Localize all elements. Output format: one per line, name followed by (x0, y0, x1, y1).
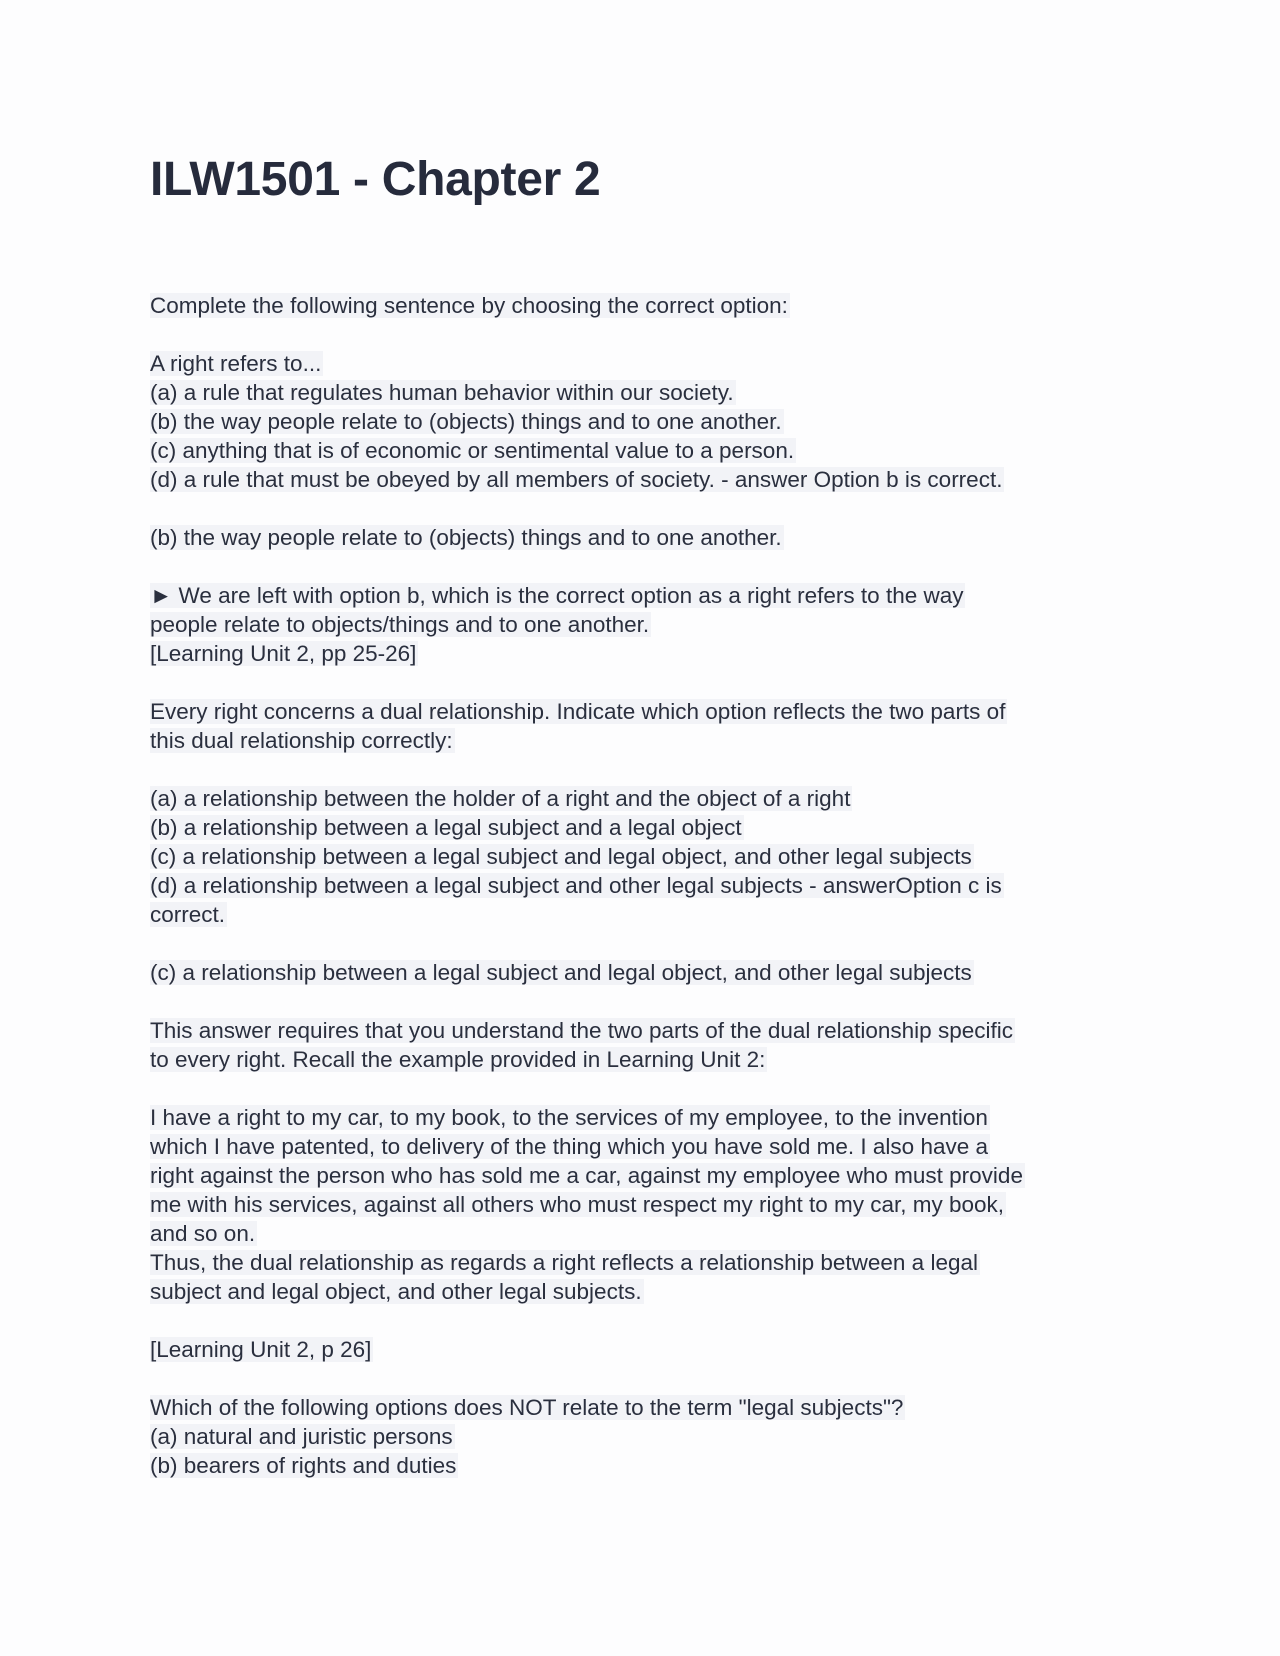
text-line (150, 1103, 1130, 1132)
text-line-content: (b) a relationship between a legal subject and a legal object (150, 815, 742, 840)
text-line (150, 523, 1130, 552)
text-line-content: (c) a relationship between a legal subject and legal object, and other legal subjects (150, 960, 972, 985)
text-line (150, 1190, 1130, 1219)
text-line-content: and so on. (150, 1221, 256, 1246)
text-line (150, 784, 1130, 813)
text-line (150, 581, 1130, 610)
text-line-content: A right refers to... (150, 351, 322, 376)
text-line (150, 436, 1130, 465)
text-line-content: (a) a rule that regulates human behavior within our society. (150, 380, 734, 405)
text-line-content: me with his services, against all others who must respect my right to my car, my book, (150, 1192, 1005, 1217)
text-line (150, 1335, 1130, 1364)
text-line (150, 1161, 1130, 1190)
page-title: ILW1501 - Chapter 2 (150, 153, 601, 206)
blank-line (150, 668, 1130, 697)
blank-line (150, 1364, 1130, 1393)
blank-line (150, 755, 1130, 784)
text-line-content: which I have patented, to delivery of the thing which you have sold me. I also have a (150, 1134, 989, 1159)
text-line-content: ► We are left with option b, which is the correct option as a right refers to the way (150, 583, 964, 608)
text-line (150, 842, 1130, 871)
text-line-content: (b) the way people relate to (objects) things and to one another. (150, 409, 782, 434)
text-line (150, 1422, 1130, 1451)
text-line (150, 1016, 1130, 1045)
text-line-content: right against the person who has sold me a car, against my employee who must provide (150, 1163, 1023, 1188)
text-line-content: Every right concerns a dual relationship. Indicate which option reflects the two parts of (150, 699, 1006, 724)
text-line-content: I have a right to my car, to my book, to the services of my employee, to the invention (150, 1105, 988, 1130)
blank-line (150, 1074, 1130, 1103)
text-line (150, 465, 1130, 494)
text-line (150, 1132, 1130, 1161)
text-line-content: [Learning Unit 2, p 26] (150, 1337, 372, 1362)
text-line (150, 407, 1130, 436)
text-line (150, 378, 1130, 407)
text-line-content: Complete the following sentence by choosing the correct option: (150, 293, 788, 318)
text-line-content: (a) a relationship between the holder of a right and the object of a right (150, 786, 851, 811)
text-line-content: (b) bearers of rights and duties (150, 1453, 457, 1478)
text-line-content: Thus, the dual relationship as regards a right reflects a relationship between a legal (150, 1250, 978, 1275)
text-line-content: This answer requires that you understand the two parts of the dual relationship specific (150, 1018, 1013, 1043)
blank-line (150, 929, 1130, 958)
text-line-content: correct. (150, 902, 226, 927)
text-line (150, 610, 1130, 639)
text-line-content: to every right. Recall the example provided in Learning Unit 2: (150, 1047, 766, 1072)
text-line-content: (d) a relationship between a legal subject and other legal subjects - answerOption c is (150, 873, 1002, 898)
text-line (150, 958, 1130, 987)
text-line (150, 900, 1130, 929)
text-line-content: (d) a rule that must be obeyed by all members of society. - answer Option b is correct. (150, 467, 1003, 492)
document-page (150, 145, 1130, 1480)
text-line-content: people relate to objects/things and to one another. (150, 612, 650, 637)
text-line (150, 1219, 1130, 1248)
text-line-content: (b) the way people relate to (objects) things and to one another. (150, 525, 782, 550)
blank-line (150, 320, 1130, 349)
text-line (150, 697, 1130, 726)
text-line-content: (a) natural and juristic persons (150, 1424, 453, 1449)
text-line-content: Which of the following options does NOT relate to the term "legal subjects"? (150, 1395, 904, 1420)
text-line (150, 1248, 1130, 1277)
text-line-content: (c) anything that is of economic or sentimental value to a person. (150, 438, 795, 463)
text-line-content: this dual relationship correctly: (150, 728, 453, 753)
blank-line (150, 1306, 1130, 1335)
text-line (150, 1393, 1130, 1422)
text-line (150, 1451, 1130, 1480)
text-line (150, 291, 1130, 320)
text-line (150, 1277, 1130, 1306)
text-line (150, 639, 1130, 668)
text-line (150, 726, 1130, 755)
blank-line (150, 494, 1130, 523)
text-line-content: subject and legal object, and other legal subjects. (150, 1279, 642, 1304)
document-body (150, 291, 1130, 1480)
text-line (150, 871, 1130, 900)
text-line (150, 1045, 1130, 1074)
text-line (150, 813, 1130, 842)
text-line-content: [Learning Unit 2, pp 25-26] (150, 641, 417, 666)
text-line (150, 349, 1130, 378)
blank-line (150, 987, 1130, 1016)
text-line-content: (c) a relationship between a legal subject and legal object, and other legal subjects (150, 844, 972, 869)
blank-line (150, 552, 1130, 581)
